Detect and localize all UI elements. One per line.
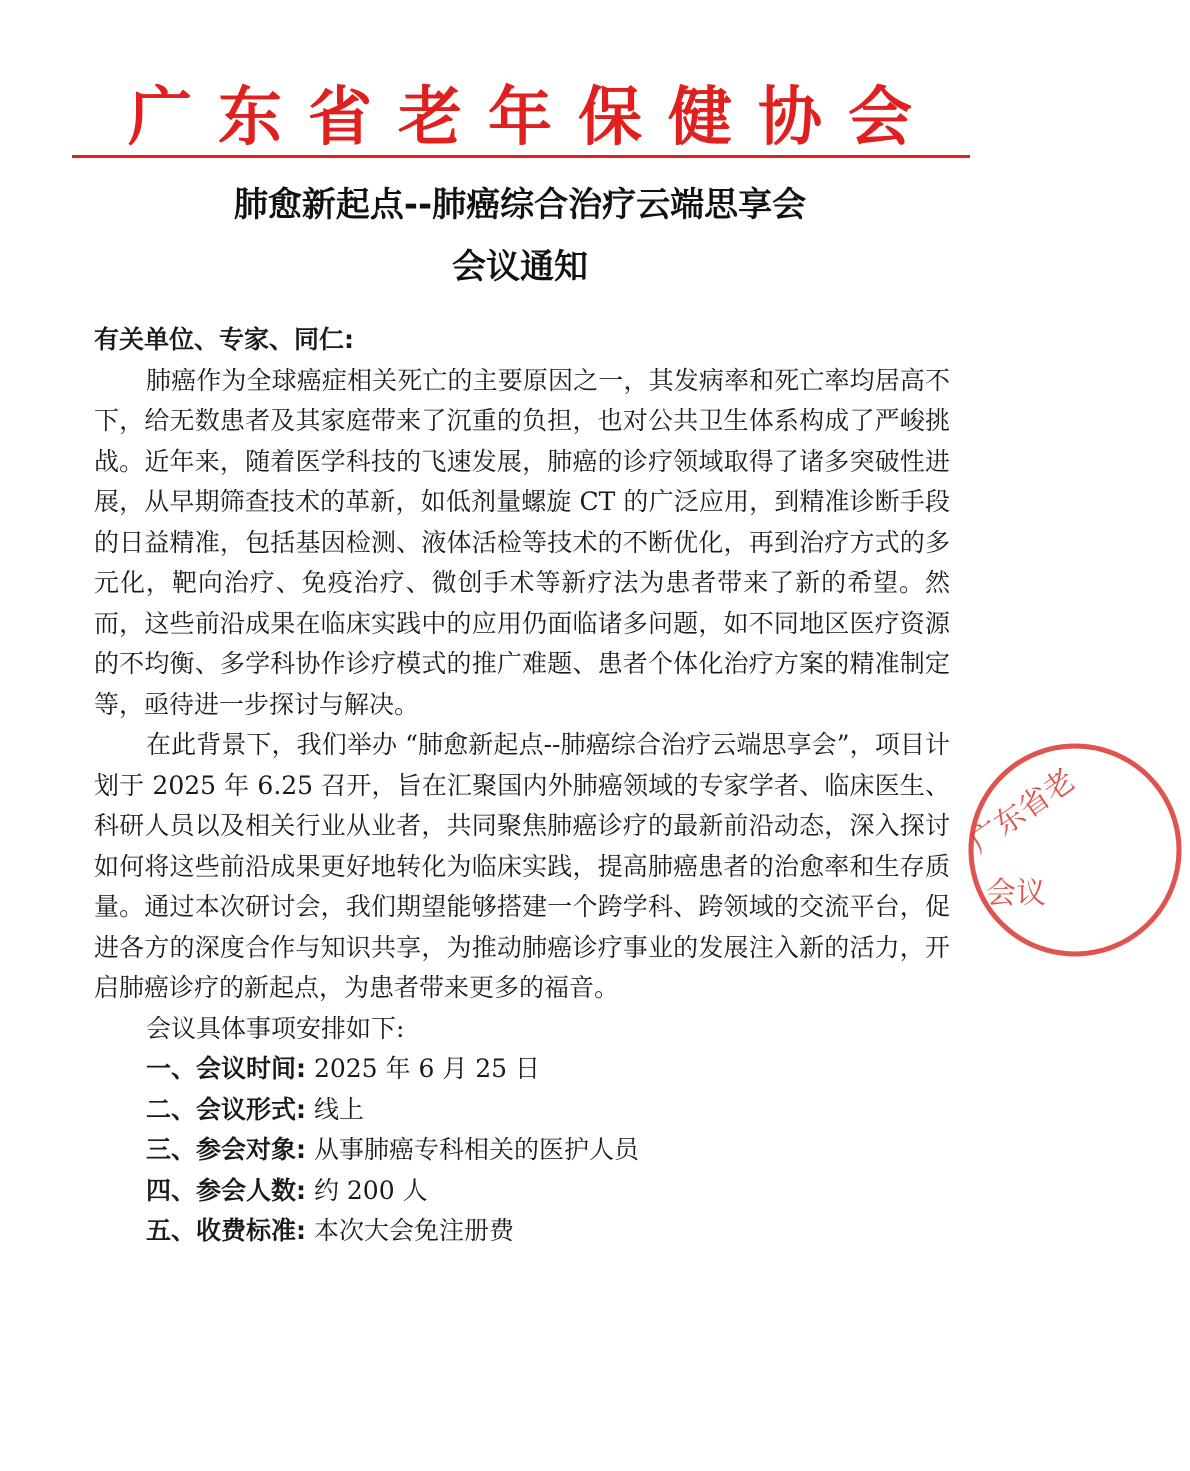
document-title [70,180,970,292]
letterhead-divider [72,155,970,158]
item-value: 从事肺癌专科相关的医护人员 [313,1135,639,1164]
notice-title: 会议通知 [452,247,588,287]
item-label: 一、会议时间: [146,1054,306,1083]
item-attendance [94,1171,950,1212]
item-meeting-format [94,1090,950,1131]
purpose-paragraph: 在此背景下，我们举办 “肺愈新起点--肺癌综合治疗云端思享会”，项目计划于 2025 年 6.25 召开，旨在汇聚国内外肺癌领域的专家学者、临床医生、科研人员以及相关行业从业者，共同聚焦肺癌诊疗的最新前沿动态，深入探讨如何将这些前沿成果更好地转化为临床实践，提高肺癌患者的治愈率和生存质量。通过本次研讨会，我们期望能够搭建一个跨学科、跨领域的交流平台，促进各方的深度合作与知识共享，为推动肺癌诊疗事业的发展注入新的活力，开启肺癌诊疗的新起点，为患者带来更多的福音。 [94,730,950,1002]
seal-ring [971,746,1179,954]
item-participants [94,1130,950,1171]
item-value: 约 200 人 [313,1175,428,1205]
item-meeting-time [94,1049,950,1090]
letterhead [70,78,970,158]
organization-name: 广东省老年保健协会 [128,80,938,155]
item-label: 四、参会人数: [146,1175,306,1205]
arrangement-intro: 会议具体事项安排如下: [146,1013,405,1043]
official-seal [960,735,1190,965]
item-fees [94,1211,950,1252]
item-label: 五、收费标准: [146,1216,306,1245]
seal-text-bottom: 会议 [986,876,1046,911]
item-value: 2025 年 6 月 25 日 [313,1054,541,1083]
item-label: 三、参会对象: [146,1135,306,1164]
background-paragraph: 肺癌作为全球癌症相关死亡的主要原因之一，其发病率和死亡率均居高不下，给无数患者及其家庭带来了沉重的负担，也对公共卫生体系构成了严峻挑战。近年来，随着医学科技的飞速发展，肺癌的诊疗领域取得了诸多突破性进展，从早期筛查技术的革新，如低剂量螺旋 CT 的广泛应用，到精准诊断手段的日益精准，包括基因检测、液体活检等技术的不断优化，再到治疗方式的多元化，靶向治疗、免疫治疗、微创手术等新疗法为患者带来了新的希望。然而，这些前沿成果在临床实践中的应用仍面临诸多问题，如不同地区医疗资源的不均衡、多学科协作诊疗模式的推广难题、患者个体化治疗方案的精准制定等，亟待进一步探讨与解决。 [94,365,950,719]
salutation: 有关单位、专家、同仁: [94,325,354,354]
item-label: 二、会议形式: [146,1094,306,1124]
item-value: 线上 [313,1094,364,1124]
notice-body [94,320,950,1252]
item-value: 本次大会免注册费 [313,1216,514,1245]
event-title: 肺愈新起点--肺癌综合治疗云端思享会 [233,185,807,225]
seal-text-top: 广东省老 [963,762,1082,861]
